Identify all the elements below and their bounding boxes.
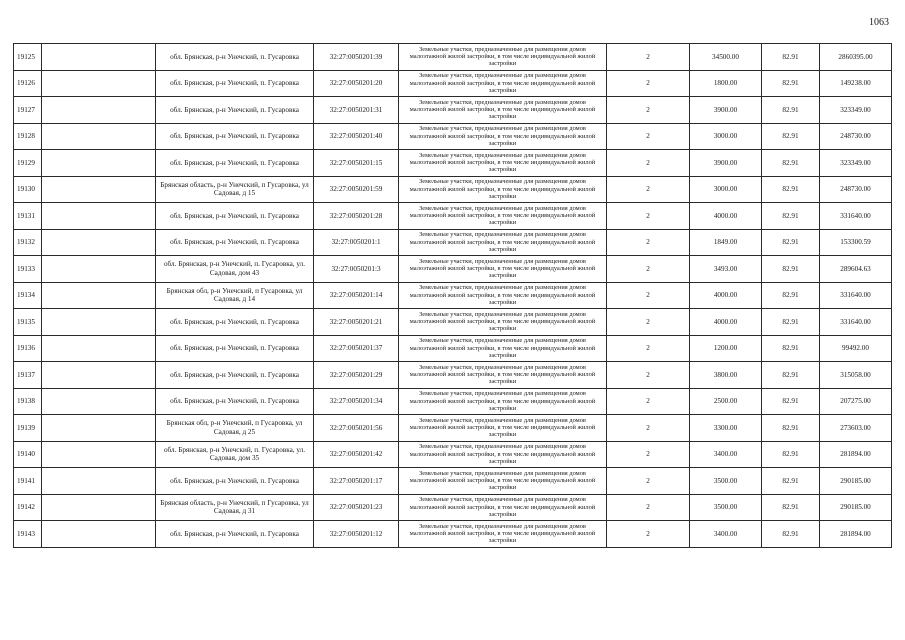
row-group: 2: [607, 97, 690, 124]
row-address: обл. Брянская, р-н Унечский, п. Гусаровка, ул. Садовая, дом 35: [156, 441, 314, 468]
row-land-purpose: Земельные участки, предназначенные для размещения домов малоэтажной жилой застройки, в том числе индивидуальной жилой застройки: [399, 468, 607, 495]
row-rate: 82.91: [762, 44, 820, 71]
row-number: 19136: [14, 335, 42, 362]
row-land-purpose: Земельные участки, предназначенные для размещения домов малоэтажной жилой застройки, в том числе индивидуальной жилой застройки: [399, 335, 607, 362]
row-address: обл. Брянская, р-н Унечский, п. Гусаровка: [156, 388, 314, 415]
row-group: 2: [607, 415, 690, 442]
row-land-purpose: Земельные участки, предназначенные для размещения домов малоэтажной жилой застройки, в том числе индивидуальной жилой застройки: [399, 229, 607, 256]
row-number: 19143: [14, 521, 42, 548]
table-row: [14, 97, 892, 124]
row-cadastral-value: 153300.59: [820, 229, 892, 256]
table-row: [14, 415, 892, 442]
row-group: 2: [607, 335, 690, 362]
row-cadastral-value: 149238.00: [820, 70, 892, 97]
row-address: обл. Брянская, р-н Унечский, п. Гусаровка: [156, 309, 314, 336]
row-area: 3000.00: [690, 176, 762, 203]
row-cadastral-value: 315058.00: [820, 362, 892, 389]
row-empty-cell: [42, 44, 156, 71]
row-group: 2: [607, 362, 690, 389]
row-area: 3500.00: [690, 494, 762, 521]
row-rate: 82.91: [762, 282, 820, 309]
row-area: 1849.00: [690, 229, 762, 256]
row-group: 2: [607, 282, 690, 309]
row-group: 2: [607, 150, 690, 177]
row-empty-cell: [42, 521, 156, 548]
row-area: 3400.00: [690, 521, 762, 548]
row-address: обл. Брянская, р-н Унечский, п. Гусаровка: [156, 150, 314, 177]
row-rate: 82.91: [762, 309, 820, 336]
row-land-purpose: Земельные участки, предназначенные для размещения домов малоэтажной жилой застройки, в том числе индивидуальной жилой застройки: [399, 203, 607, 230]
row-land-purpose: Земельные участки, предназначенные для размещения домов малоэтажной жилой застройки, в том числе индивидуальной жилой застройки: [399, 362, 607, 389]
table-row: [14, 521, 892, 548]
table-row: [14, 256, 892, 283]
row-cadastral-value: 323349.00: [820, 97, 892, 124]
table-row: [14, 282, 892, 309]
row-empty-cell: [42, 97, 156, 124]
row-land-purpose: Земельные участки, предназначенные для размещения домов малоэтажной жилой застройки, в том числе индивидуальной жилой застройки: [399, 176, 607, 203]
row-address: обл. Брянская, р-н Унечский, п. Гусаровка: [156, 123, 314, 150]
row-cadastral-number: 32:27:0050201:23: [314, 494, 399, 521]
table-body: [14, 44, 892, 548]
row-cadastral-value: 207275.00: [820, 388, 892, 415]
row-land-purpose: Земельные участки, предназначенные для размещения домов малоэтажной жилой застройки, в том числе индивидуальной жилой застройки: [399, 521, 607, 548]
row-cadastral-value: 248730.00: [820, 123, 892, 150]
row-number: 19140: [14, 441, 42, 468]
row-group: 2: [607, 468, 690, 495]
row-empty-cell: [42, 70, 156, 97]
row-address: обл. Брянская, р-н Унечский, п. Гусаровка: [156, 335, 314, 362]
row-number: 19139: [14, 415, 42, 442]
row-address: обл. Брянская, р-н Унечский, п. Гусаровка: [156, 203, 314, 230]
row-cadastral-value: 273603.00: [820, 415, 892, 442]
row-cadastral-number: 32:27:0050201:28: [314, 203, 399, 230]
row-empty-cell: [42, 176, 156, 203]
row-cadastral-value: 323349.00: [820, 150, 892, 177]
row-empty-cell: [42, 282, 156, 309]
row-area: 1800.00: [690, 70, 762, 97]
row-empty-cell: [42, 441, 156, 468]
row-rate: 82.91: [762, 388, 820, 415]
row-empty-cell: [42, 494, 156, 521]
row-cadastral-number: 32:27:0050201:20: [314, 70, 399, 97]
row-rate: 82.91: [762, 97, 820, 124]
row-empty-cell: [42, 309, 156, 336]
row-empty-cell: [42, 123, 156, 150]
row-cadastral-number: 32:27:0050201:39: [314, 44, 399, 71]
row-number: 19131: [14, 203, 42, 230]
row-cadastral-number: 32:27:0050201:29: [314, 362, 399, 389]
row-empty-cell: [42, 335, 156, 362]
row-number: 19127: [14, 97, 42, 124]
row-address: обл. Брянская, р-н Унечский, п. Гусаровка: [156, 44, 314, 71]
row-cadastral-value: 290185.00: [820, 494, 892, 521]
row-land-purpose: Земельные участки, предназначенные для размещения домов малоэтажной жилой застройки, в том числе индивидуальной жилой застройки: [399, 441, 607, 468]
row-cadastral-number: 32:27:0050201:1: [314, 229, 399, 256]
row-cadastral-number: 32:27:0050201:17: [314, 468, 399, 495]
row-address: обл. Брянская, р-н Унечский, п. Гусаровка: [156, 70, 314, 97]
row-cadastral-value: 331640.00: [820, 282, 892, 309]
row-cadastral-value: 290185.00: [820, 468, 892, 495]
row-land-purpose: Земельные участки, предназначенные для размещения домов малоэтажной жилой застройки, в том числе индивидуальной жилой застройки: [399, 97, 607, 124]
row-empty-cell: [42, 468, 156, 495]
row-number: 19141: [14, 468, 42, 495]
row-address: обл. Брянская, р-н Унечский, п. Гусаровка: [156, 468, 314, 495]
table-row: [14, 70, 892, 97]
row-land-purpose: Земельные участки, предназначенные для размещения домов малоэтажной жилой застройки, в том числе индивидуальной жилой застройки: [399, 70, 607, 97]
row-group: 2: [607, 521, 690, 548]
row-number: 19138: [14, 388, 42, 415]
row-address: Брянская область, р-н Унечский, п Гусаровка, ул Садовая, д 31: [156, 494, 314, 521]
row-number: 19129: [14, 150, 42, 177]
row-number: 19137: [14, 362, 42, 389]
row-empty-cell: [42, 150, 156, 177]
row-group: 2: [607, 203, 690, 230]
row-cadastral-number: 32:27:0050201:15: [314, 150, 399, 177]
table-row: [14, 335, 892, 362]
row-area: 1200.00: [690, 335, 762, 362]
table-row: [14, 468, 892, 495]
table-row: [14, 44, 892, 71]
row-empty-cell: [42, 388, 156, 415]
row-group: 2: [607, 44, 690, 71]
row-group: 2: [607, 309, 690, 336]
row-rate: 82.91: [762, 441, 820, 468]
row-land-purpose: Земельные участки, предназначенные для размещения домов малоэтажной жилой застройки, в том числе индивидуальной жилой застройки: [399, 388, 607, 415]
row-number: 19142: [14, 494, 42, 521]
table-row: [14, 150, 892, 177]
row-address: обл. Брянская, р-н Унечский, п. Гусаровка: [156, 229, 314, 256]
row-group: 2: [607, 256, 690, 283]
row-rate: 82.91: [762, 150, 820, 177]
table-row: [14, 229, 892, 256]
row-land-purpose: Земельные участки, предназначенные для размещения домов малоэтажной жилой застройки, в том числе индивидуальной жилой застройки: [399, 494, 607, 521]
row-cadastral-value: 281894.00: [820, 521, 892, 548]
table-row: [14, 123, 892, 150]
row-land-purpose: Земельные участки, предназначенные для размещения домов малоэтажной жилой застройки, в том числе индивидуальной жилой застройки: [399, 123, 607, 150]
row-number: 19130: [14, 176, 42, 203]
row-rate: 82.91: [762, 362, 820, 389]
row-empty-cell: [42, 362, 156, 389]
row-cadastral-value: 2860395.00: [820, 44, 892, 71]
row-address: Брянская область, р-н Унечский, п Гусаровка, ул Садовая, д 15: [156, 176, 314, 203]
row-address: обл. Брянская, р-н Унечский, п. Гусаровка: [156, 362, 314, 389]
row-cadastral-value: 331640.00: [820, 309, 892, 336]
row-cadastral-number: 32:27:0050201:34: [314, 388, 399, 415]
row-land-purpose: Земельные участки, предназначенные для размещения домов малоэтажной жилой застройки, в том числе индивидуальной жилой застройки: [399, 150, 607, 177]
row-area: 3800.00: [690, 362, 762, 389]
cadastral-value-table: [13, 43, 892, 548]
row-group: 2: [607, 494, 690, 521]
table-row: [14, 388, 892, 415]
row-group: 2: [607, 229, 690, 256]
row-land-purpose: Земельные участки, предназначенные для размещения домов малоэтажной жилой застройки, в том числе индивидуальной жилой застройки: [399, 309, 607, 336]
row-address: обл. Брянская, р-н Унечский, п. Гусаровка: [156, 97, 314, 124]
row-rate: 82.91: [762, 468, 820, 495]
row-group: 2: [607, 388, 690, 415]
row-area: 3500.00: [690, 468, 762, 495]
row-rate: 82.91: [762, 123, 820, 150]
row-land-purpose: Земельные участки, предназначенные для размещения домов малоэтажной жилой застройки, в том числе индивидуальной жилой застройки: [399, 282, 607, 309]
table-row: [14, 203, 892, 230]
row-cadastral-number: 32:27:0050201:56: [314, 415, 399, 442]
row-cadastral-number: 32:27:0050201:40: [314, 123, 399, 150]
row-area: 3300.00: [690, 415, 762, 442]
row-empty-cell: [42, 256, 156, 283]
row-cadastral-value: 281894.00: [820, 441, 892, 468]
row-cadastral-number: 32:27:0050201:59: [314, 176, 399, 203]
row-cadastral-value: 289604.63: [820, 256, 892, 283]
row-cadastral-number: 32:27:0050201:37: [314, 335, 399, 362]
row-number: 19133: [14, 256, 42, 283]
row-empty-cell: [42, 203, 156, 230]
row-land-purpose: Земельные участки, предназначенные для размещения домов малоэтажной жилой застройки, в том числе индивидуальной жилой застройки: [399, 44, 607, 71]
row-empty-cell: [42, 415, 156, 442]
row-area: 2500.00: [690, 388, 762, 415]
row-group: 2: [607, 176, 690, 203]
row-cadastral-number: 32:27:0050201:12: [314, 521, 399, 548]
row-rate: 82.91: [762, 176, 820, 203]
row-cadastral-number: 32:27:0050201:42: [314, 441, 399, 468]
table-row: [14, 494, 892, 521]
row-area: 3000.00: [690, 123, 762, 150]
row-area: 4000.00: [690, 282, 762, 309]
row-address: Брянская обл, р-н Унечский, п Гусаровка, ул Садовая, д 25: [156, 415, 314, 442]
row-number: 19125: [14, 44, 42, 71]
row-rate: 82.91: [762, 494, 820, 521]
row-cadastral-number: 32:27:0050201:31: [314, 97, 399, 124]
table-row: [14, 441, 892, 468]
row-cadastral-value: 248730.00: [820, 176, 892, 203]
row-area: 4000.00: [690, 203, 762, 230]
row-land-purpose: Земельные участки, предназначенные для размещения домов малоэтажной жилой застройки, в том числе индивидуальной жилой застройки: [399, 256, 607, 283]
row-cadastral-value: 331640.00: [820, 203, 892, 230]
row-group: 2: [607, 441, 690, 468]
row-area: 4000.00: [690, 309, 762, 336]
table-row: [14, 176, 892, 203]
table-row: [14, 309, 892, 336]
row-cadastral-value: 99492.00: [820, 335, 892, 362]
row-rate: 82.91: [762, 521, 820, 548]
row-area: 3900.00: [690, 150, 762, 177]
row-cadastral-number: 32:27:0050201:3: [314, 256, 399, 283]
row-area: 3400.00: [690, 441, 762, 468]
row-address: обл. Брянская, р-н Унечский, п. Гусаровка, ул. Садовая, дом 43: [156, 256, 314, 283]
row-rate: 82.91: [762, 203, 820, 230]
row-empty-cell: [42, 229, 156, 256]
row-number: 19126: [14, 70, 42, 97]
row-area: 3900.00: [690, 97, 762, 124]
row-address: обл. Брянская, р-н Унечский, п. Гусаровка: [156, 521, 314, 548]
row-number: 19132: [14, 229, 42, 256]
page-number: 1063: [869, 17, 889, 28]
row-number: 19134: [14, 282, 42, 309]
row-number: 19128: [14, 123, 42, 150]
row-number: 19135: [14, 309, 42, 336]
row-cadastral-number: 32:27:0050201:14: [314, 282, 399, 309]
row-address: Брянская обл, р-н Унечский, п Гусаровка, ул Садовая, д 14: [156, 282, 314, 309]
table-row: [14, 362, 892, 389]
row-area: 34500.00: [690, 44, 762, 71]
row-group: 2: [607, 123, 690, 150]
row-area: 3493.00: [690, 256, 762, 283]
row-group: 2: [607, 70, 690, 97]
row-rate: 82.91: [762, 229, 820, 256]
row-rate: 82.91: [762, 415, 820, 442]
row-cadastral-number: 32:27:0050201:21: [314, 309, 399, 336]
row-land-purpose: Земельные участки, предназначенные для размещения домов малоэтажной жилой застройки, в том числе индивидуальной жилой застройки: [399, 415, 607, 442]
row-rate: 82.91: [762, 70, 820, 97]
row-rate: 82.91: [762, 335, 820, 362]
row-rate: 82.91: [762, 256, 820, 283]
